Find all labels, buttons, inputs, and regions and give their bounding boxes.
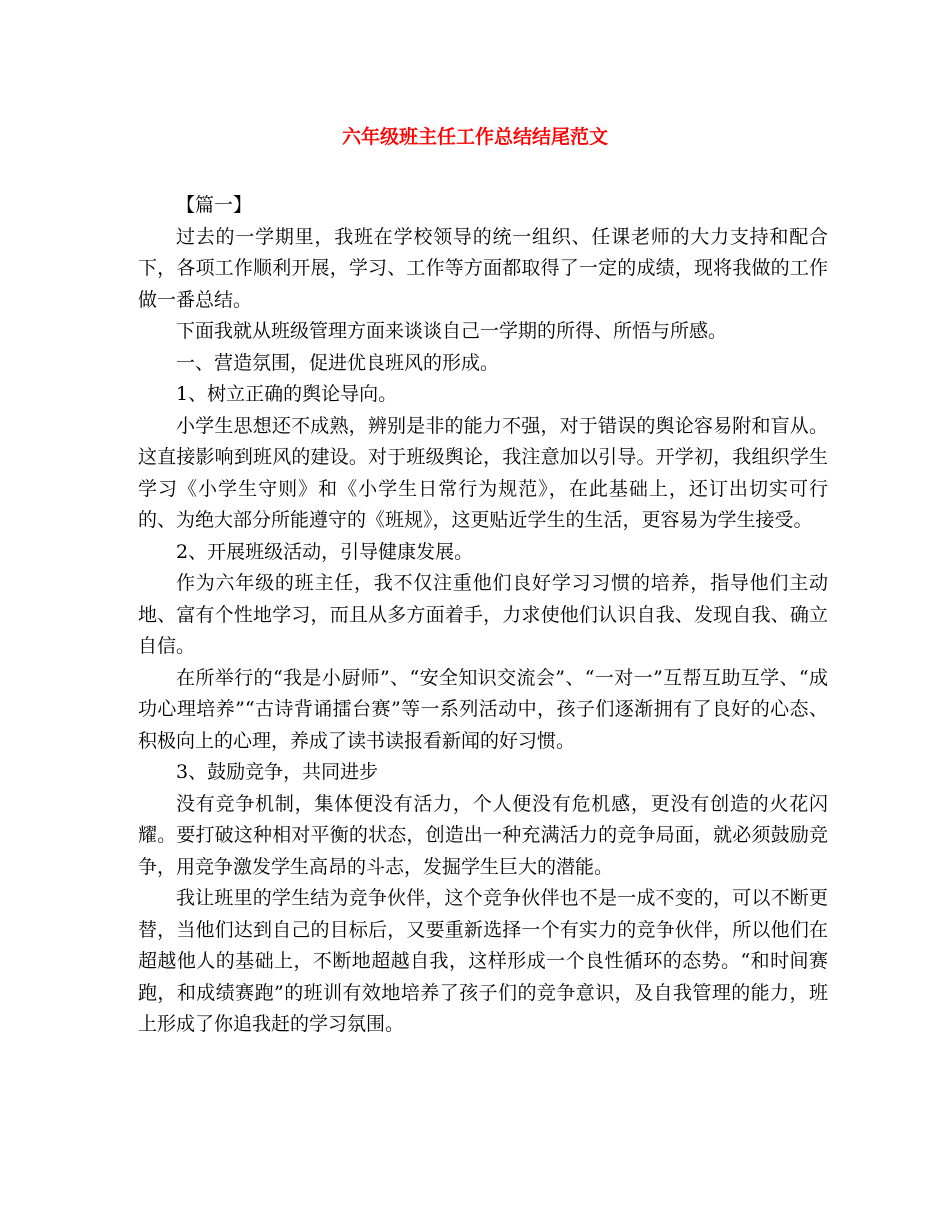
paragraph: 1、树立正确的舆论导向。 [176, 383, 398, 405]
paragraph: 过去的一学期里，我班在学校领导的统一组织、任课老师的大力支持和配合下，各项工作顺利开展，学习、工作等方面都取得了一定的成绩，现将我做的工作做一番总结。 [138, 225, 828, 311]
paragraph: 下面我就从班级管理方面来谈谈自己一学期的所得、所悟与所感。 [176, 320, 728, 342]
paragraph: 作为六年级的班主任，我不仅注重他们良好学习习惯的培养，指导他们主动地、富有个性地学习，而且从多方面着手，力求使他们认识自我、发现自我、确立自信。 [138, 572, 828, 657]
document-title: 六年级班主任工作总结结尾范文 [341, 126, 608, 148]
paragraph: 3、鼓励竞争，共同进步 [176, 761, 379, 783]
paragraph: 2、开展班级活动，引导健康发展。 [176, 540, 474, 563]
paragraph: 小学生思想还不成熟，辨别是非的能力不强，对于错误的舆论容易附和盲从。这直接影响到班风的建设。对于班级舆论，我注意加以引导。开学初，我组织学生学习《小学生守则》和《小学生日常行为规范》，在此基础上，还订出切实可行的、为绝大部分所能遵守的《班规》，这更贴近学生的生活，更容易为学生接受。 [138, 414, 828, 531]
paragraph: 一、营造氛围，促进优良班风的形成。 [176, 351, 500, 374]
document-body [138, 190, 828, 1041]
section-heading: 【篇一】 [176, 194, 253, 216]
paragraph: 我让班里的学生结为竞争伙伴，这个竞争伙伴也不是一成不变的，可以不断更替，当他们达到自己的目标后，又要重新选择一个有实力的竞争伙伴，所以他们在超越他人的基础上，不断地超越自我，这样形成一个良性循环的态势。“和时间赛跑，和成绩赛跑”的班训有效地培养了孩子们的竞争意识，及自我管理的能力，班上形成了你追我赶的学习氛围。 [138, 887, 828, 1035]
paragraph: 在所举行的“我是小厨师”、“安全知识交流会”、“一对一”互帮互助互学、“成功心理培养”“古诗背诵擂台赛”等一系列活动中，孩子们逐渐拥有了良好的心态、积极向上的心理，养成了读书读报看新闻的好习惯。 [138, 666, 828, 752]
paragraph: 没有竞争机制，集体便没有活力，个人便没有危机感，更没有创造的火花闪耀。要打破这种相对平衡的状态，创造出一种充满活力的竞争局面，就必须鼓励竞争，用竞争激发学生高昂的斗志，发掘学生巨大的潜能。 [138, 792, 828, 878]
